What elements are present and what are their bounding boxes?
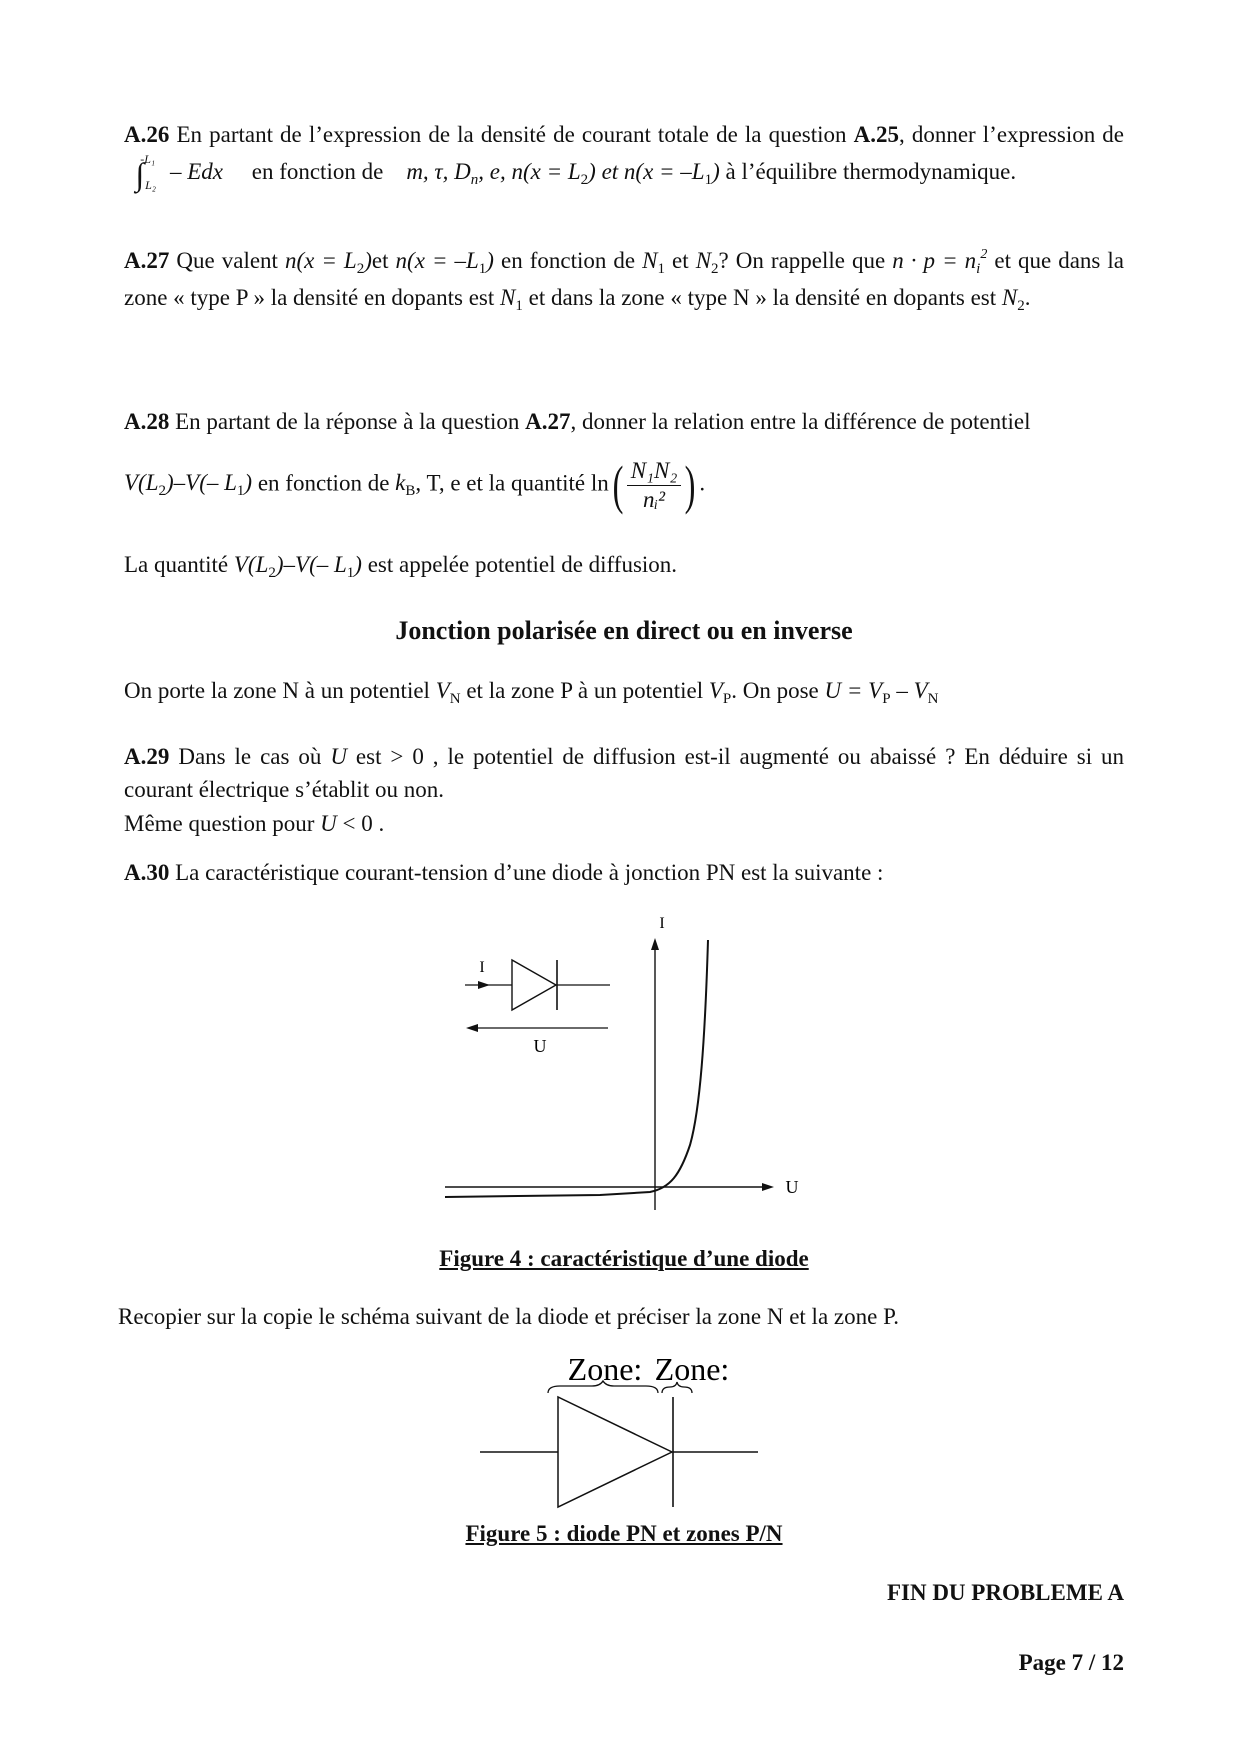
question-text: Dans le cas où	[178, 744, 322, 769]
question-text: et dans la zone « type N » la densité en dopants est	[528, 284, 997, 310]
intro-sentence	[124, 674, 1124, 711]
math-kb: $k_B$	[395, 470, 416, 500]
question-text: La caractéristique courant-tension d’une diode à jonction PN est la suivante :	[175, 860, 884, 885]
question-text: et	[371, 248, 389, 273]
figure-5-diagram	[0, 1345, 1248, 1545]
question-text: à l’équilibre thermodynamique.	[725, 159, 1017, 185]
diode-triangle	[512, 960, 556, 1010]
page-number: Page 7 / 12	[1018, 1650, 1124, 1675]
diffusion-sentence	[124, 548, 1124, 585]
math-np: $n \cdot p = n_i^2$	[892, 247, 988, 277]
question-text: et la zone P à un potentiel	[466, 678, 704, 703]
question-number: A.30	[124, 860, 170, 885]
question-text: Même question pour	[124, 810, 315, 836]
iv-curve	[445, 940, 708, 1197]
question-text: En partant de l’expression de la densité de courant totale de la question	[176, 122, 847, 147]
ln-label: ln	[590, 470, 609, 496]
question-text: < 0 .	[342, 810, 385, 836]
math-subscript: 1	[704, 172, 713, 189]
ln-fraction: $\frac{\text{N₁N₂}}{\text{nᵢ²}}$	[627, 457, 682, 513]
question-a29	[124, 740, 1124, 840]
question-ref: A.27	[525, 409, 571, 434]
zone-label-2: Zone:	[654, 1351, 730, 1387]
figure-5-caption: Figure 5 : diode PN et zones P/N	[465, 1521, 783, 1546]
zone-label-1: Zone:	[567, 1351, 643, 1387]
variables-expression: m, τ, $D_n$, e, $n(x = L_2$	[406, 159, 589, 189]
question-text: ? On rappelle que	[718, 248, 886, 273]
math-u: U	[330, 744, 347, 769]
question-text: et	[672, 248, 689, 273]
diode-current-label: I	[479, 959, 485, 976]
question-text: , donner l’expression de	[899, 122, 1125, 147]
math-n-l2: $n(x = L_2)$	[284, 248, 372, 277]
math-u: U	[320, 810, 337, 836]
question-text: est appelée potentiel de diffusion.	[367, 552, 678, 577]
question-ref: A.25	[853, 122, 899, 147]
recopier-instruction: Recopier sur la copie le schéma suivant de la diode et préciser la zone N et la zone P.	[118, 1304, 900, 1329]
question-text: , T, e et la quantité	[415, 470, 586, 496]
question-a28-line2: $V(L_2)-V(-$ $L_1$) en fonction de $k_B$, T, e et la quantité ln( $\frac{\text{N₁N₂}}{\text{nᵢ²}}$ ) .	[124, 455, 706, 515]
math-fragment: ) et n(x = –L	[588, 159, 705, 185]
question-text: en fonction de	[501, 248, 636, 273]
question-text: , donner la relation entre la différence de potentiel	[570, 409, 1031, 434]
question-number: A.27	[124, 248, 170, 273]
question-a28	[124, 405, 1124, 438]
question-a30	[124, 856, 1124, 889]
figure-4-diagram	[0, 910, 1248, 1220]
section-heading: Jonction polarisée en direct ou en inverse	[395, 616, 853, 645]
math-n1: $N_1$	[500, 284, 523, 314]
diode-triangle	[558, 1397, 672, 1507]
math-n2: $N_2$	[695, 248, 719, 277]
voltage-axis-arrow	[762, 1183, 774, 1191]
math-vn: $V_N$	[435, 678, 461, 707]
question-text: La quantité	[124, 552, 229, 577]
end-of-problem: FIN DU PROBLEME A	[886, 1580, 1124, 1605]
question-number: A.28	[124, 409, 170, 434]
question-text: et que dans la zone « type P » la densité en dopants est	[124, 248, 1125, 310]
math-fragment: )	[712, 159, 720, 185]
question-text: en fonction de	[257, 470, 390, 496]
axis-label-i: I	[659, 915, 665, 932]
axis-label-u: U	[785, 1177, 799, 1197]
math-n1: $N_1$	[642, 248, 666, 277]
question-text: en fonction de	[251, 159, 384, 185]
question-text: . On pose	[731, 678, 819, 703]
question-text: On porte la zone N à un potentiel	[124, 678, 430, 703]
voltage-arrow-head	[466, 1024, 478, 1032]
current-axis-arrow	[651, 938, 659, 950]
question-text: est > 0 , le potentiel de diffusion est-il augmenté ou abaissé ? En déduire si un courant électrique s’établit ou non.	[124, 744, 1125, 803]
math-vp: $V_P$	[708, 678, 732, 707]
diode-voltage-label: U	[533, 1036, 547, 1056]
potential-difference: $V(L_2)-V(-$ $L_1$)	[233, 552, 362, 581]
question-number: A.26	[124, 122, 170, 147]
question-a27: A.27 Que valent $n(x = L_2)et$ $n(x = -L_1)$ en fonction de $N_1$ et $N_2$? On rappelle que $n \cdot p = n_i^2$ et que dans la zone « type P » la densité en dopants est $N_1$ et dans la zone « type N » la densité en dopants est $N_2$.	[124, 247, 1125, 314]
figure-4-caption: Figure 4 : caractéristique d’une diode	[439, 1246, 809, 1271]
math-n-l1: $n(x = -L_1)$	[395, 248, 494, 277]
integral-expression: ∫$^{-L_1}_{L_2}$– Edx	[135, 152, 223, 193]
math-n2: $N_2$	[1001, 284, 1025, 314]
current-arrow	[478, 981, 490, 989]
potential-difference: $V(L_2)-V(-$ $L_1$)	[124, 470, 253, 500]
variables-expression-2	[588, 159, 720, 189]
question-number: A.29	[124, 744, 170, 769]
math-u-def: $U = V_P - V_N$	[824, 678, 939, 707]
question-text: En partant de la réponse à la question	[175, 409, 520, 434]
question-text: Que valent	[176, 248, 278, 273]
question-a26	[124, 118, 1124, 198]
